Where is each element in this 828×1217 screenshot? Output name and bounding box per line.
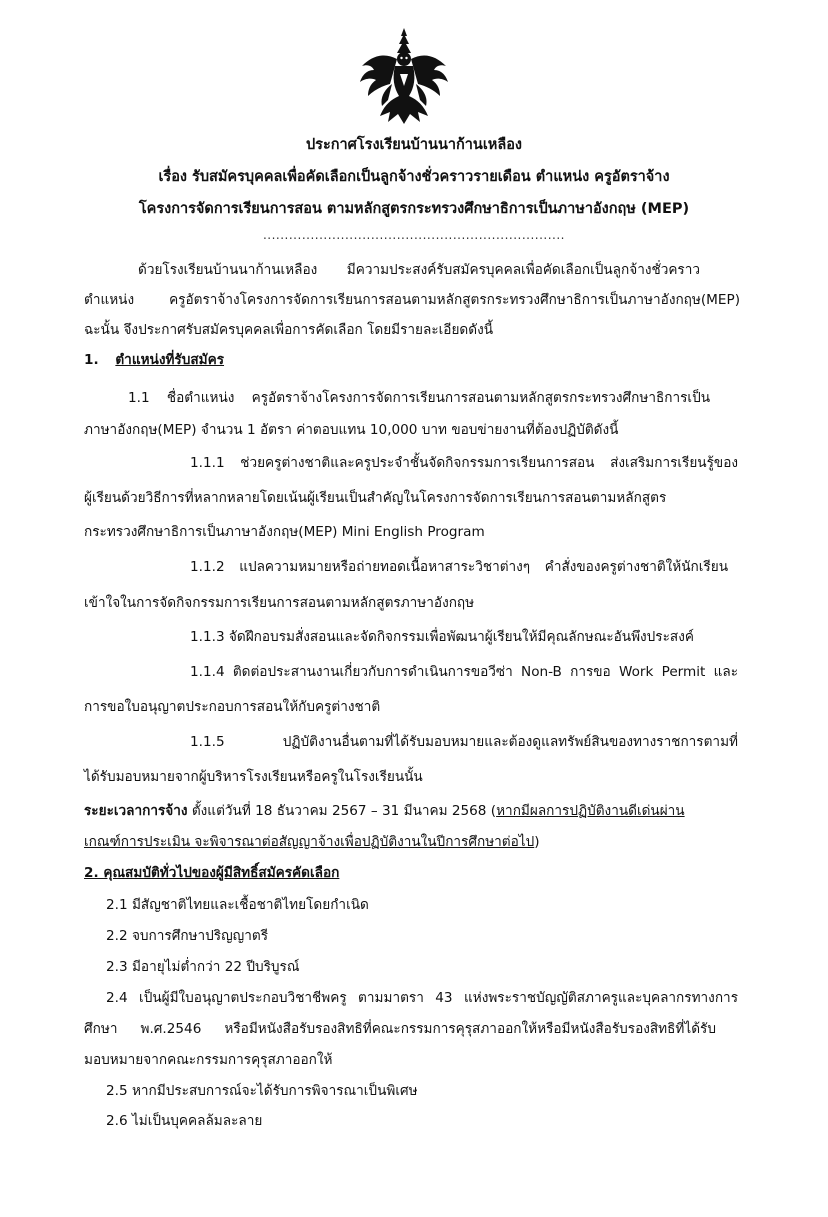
duty-1-1-4-line-1: 1.1.4 ติดต่อประสานงานเกี่ยวกับการดำเนินการขอวีซ่า Non-B การขอ Work Permit และ	[190, 664, 738, 680]
qualification-2-3: 2.3 มีอายุไม่ต่ำกว่า 22 ปีบริบูรณ์	[106, 959, 300, 975]
employment-period	[84, 801, 685, 821]
duty-1-1-2-line-2: เข้าใจในการจัดกิจกรรมการเรียนการสอนตามหลักสูตรภาษาอังกฤษ	[84, 595, 475, 611]
duty-1-1-1-line-3: กระทรวงศึกษาธิการเป็นภาษาอังกฤษ(MEP) Mini English Program	[84, 524, 485, 540]
announcement-title: ประกาศโรงเรียนบ้านนาก้านเหลือง	[305, 137, 523, 153]
duty-1-1-5-line-1: 1.1.5 ปฏิบัติงานอื่นตามที่ได้รับมอบหมายและต้องดูแลทรัพย์สินของทางราชการตามที่	[190, 734, 738, 750]
qualification-2-6: 2.6 ไม่เป็นบุคคลล้มละลาย	[106, 1113, 263, 1129]
employment-period-note-1: หากมีผลการปฏิบัติงานดีเด่นผ่าน	[496, 803, 685, 819]
duty-1-1-3: 1.1.3 จัดฝึกอบรมสั่งสอนและจัดกิจกรรมเพื่อพัฒนาผู้เรียนให้มีคุณลักษณะอันพึงประสงค์	[190, 629, 694, 645]
garuda-emblem	[354, 26, 454, 126]
employment-period-label: ระยะเวลาการจ้าง	[84, 803, 188, 819]
intro-line-1: ด้วยโรงเรียนบ้านนาก้านเหลือง มีความประสงค์รับสมัครบุคคลเพื่อคัดเลือกเป็นลูกจ้างชั่วคราว	[138, 262, 700, 278]
separator-line: ......................................................................	[262, 228, 565, 242]
employment-period-dates: ตั้งแต่วันที่ 18 ธันวาคม 2567 – 31 มีนาคม 2568 (	[187, 803, 497, 819]
duty-1-1-1-line-2: ผู้เรียนด้วยวิธีการที่หลากหลายโดยเน้นผู้เรียนเป็นสำคัญในโครงการจัดการเรียนการสอนตามหลักสูตร	[84, 490, 667, 506]
section-2-heading: 2. คุณสมบัติทั่วไปของผู้มีสิทธิ์สมัครคัดเลือก	[84, 865, 340, 881]
section-1-number: 1.	[84, 352, 99, 368]
duty-1-1-5-line-2: ได้รับมอบหมายจากผู้บริหารโรงเรียนหรือครูในโรงเรียนนั้น	[84, 769, 423, 785]
qualification-2-4-line-2: ศึกษา พ.ศ.2546 หรือมีหนังสือรับรองสิทธิที่คณะกรรมการคุรุสภาออกให้หรือมีหนังสือรับรองสิทธิที่ได้รับ	[84, 1021, 716, 1037]
intro-line-2: ตำแหน่ง ครูอัตราจ้างโครงการจัดการเรียนการสอนตามหลักสูตรกระทรวงศึกษาธิการเป็นภาษาอังกฤษ(MEP)	[84, 292, 740, 308]
announcement-subject: เรื่อง รับสมัครบุคคลเพื่อคัดเลือกเป็นลูกจ้างชั่วคราวรายเดือน ตำแหน่ง ครูอัตราจ้าง	[158, 169, 670, 185]
announcement-project: โครงการจัดการเรียนการสอน ตามหลักสูตรกระทรวงศึกษาธิการเป็นภาษาอังกฤษ (MEP)	[138, 201, 690, 217]
item-1-1-line-2: ภาษาอังกฤษ(MEP) จำนวน 1 อัตรา ค่าตอบแทน 10,000 บาท ขอบข่ายงานที่ต้องปฏิบัติดังนี้	[84, 422, 619, 438]
intro-line-3: ฉะนั้น จึงประกาศรับสมัครบุคคลเพื่อการคัดเลือก โดยมีรายละเอียดดังนี้	[84, 322, 494, 338]
employment-period-line-2	[84, 832, 540, 852]
employment-period-close: )	[534, 834, 540, 850]
duty-1-1-1-line-1: 1.1.1 ช่วยครูต่างชาติและครูประจำชั้นจัดกิจกรรมการเรียนการสอน ส่งเสริมการเรียนรู้ของ	[190, 455, 738, 471]
qualification-2-5: 2.5 หากมีประสบการณ์จะได้รับการพิจารณาเป็นพิเศษ	[106, 1083, 418, 1099]
qualification-2-4-line-3: มอบหมายจากคณะกรรมการคุรุสภาออกให้	[84, 1052, 333, 1068]
qualification-2-2: 2.2 จบการศึกษาปริญญาตรี	[106, 928, 269, 944]
section-1-heading	[84, 350, 224, 370]
duty-1-1-2-line-1: 1.1.2 แปลความหมายหรือถ่ายทอดเนื้อหาสาระวิชาต่างๆ คำสั่งของครูต่างชาติให้นักเรียน	[190, 559, 728, 575]
employment-period-note-2: เกณฑ์การประเมิน จะพิจารณาต่อสัญญาจ้างเพื่อปฏิบัติงานในปีการศึกษาต่อไป	[84, 834, 535, 850]
qualification-2-4-line-1: 2.4 เป็นผู้มีใบอนุญาตประกอบวิชาชีพครู ตามมาตรา 43 แห่งพระราชบัญญัติสภาครูและบุคลากรทางการ	[106, 990, 738, 1006]
qualification-2-1: 2.1 มีสัญชาติไทยและเชื้อชาติไทยโดยกำเนิด	[106, 897, 369, 913]
duty-1-1-4-line-2: การขอใบอนุญาตประกอบการสอนให้กับครูต่างชาติ	[84, 699, 381, 715]
item-1-1-line-1: 1.1 ชื่อตำแหน่ง ครูอัตราจ้างโครงการจัดการเรียนการสอนตามหลักสูตรกระทรวงศึกษาธิการเป็น	[128, 390, 710, 406]
section-1-title: ตำแหน่งที่รับสมัคร	[115, 352, 225, 368]
